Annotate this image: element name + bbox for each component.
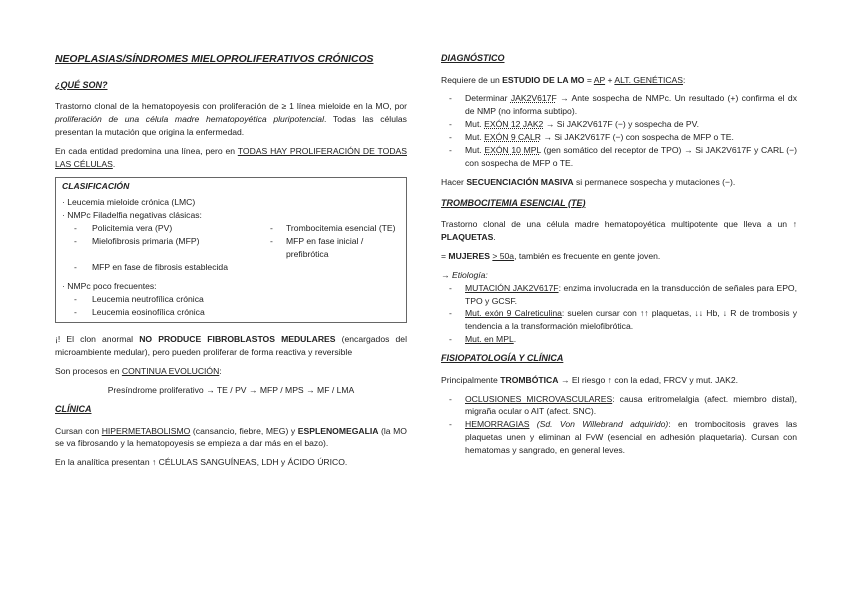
diag-item-exon12: - Mut. EXÓN 12 JAK2 → Si JAK2V617F (−) y sospecha de PV. xyxy=(441,118,797,131)
secuenciacion-paragraph: Hacer SECUENCIACIÓN MASIVA si permanece sospecha y mutaciones (−). xyxy=(441,176,736,187)
diag-item-exon10: - Mut. EXÓN 10 MPL (gen somático del receptor de TPO) → Si JAK2V617F y CARL (−) con sospecha de MFP o TE. xyxy=(441,144,797,170)
mujeres-paragraph: = MUJERES > 50a, también es frecuente en gente joven. xyxy=(441,250,661,261)
clon-paragraph: ¡! El clon anormal NO PRODUCE FIBROBLASTOS MEDULARES (encargados del microambiente medular), pero pueden proliferar de forma reactiva y reversible xyxy=(55,334,407,358)
clasif-eosino: - Leucemia eosinofílica crónica xyxy=(62,306,400,319)
right-column xyxy=(441,52,797,457)
evolucion-paragraph: Son procesos en CONTINUA EVOLUCIÓN: xyxy=(55,366,222,377)
intro-paragraph: Trastorno clonal de la hematopoyesis con proliferación de ≥ 1 línea mieloide en la MO, por proliferación de una célula madre hematopoyética pluripotencial. Todas las células presentan la mutación que origina la enfermedad. xyxy=(55,101,407,137)
clasif-te: - Trombocitemia esencial (TE) xyxy=(262,222,400,235)
fisio-item-hemorragias: - HEMORRAGIAS (Sd. Von Willebrand adquirido): en trombocitosis graves las plaquetas unen y eliminan al FvW (esencial en adhesión plaquetaria). Cursan con hematomas y sangrado, en general leves. xyxy=(441,418,797,457)
diag-item-jak2: - Determinar JAK2V617F → Ante sospecha de NMPc. Un resultado (+) confirma el dx de NMP (no informa subtipo). xyxy=(441,92,797,118)
clasificacion-box xyxy=(55,177,407,324)
analitica-paragraph: En la analítica presentan ↑ CÉLULAS SANGUÍNEAS, LDH y ÁCIDO ÚRICO. xyxy=(55,457,348,468)
fisiopatologia-heading: FISIOPATOLOGÍA Y CLÍNICA xyxy=(441,353,564,364)
que-son-heading: ¿QUÉ SON? xyxy=(55,79,108,90)
etiologia-item-jak2: - MUTACIÓN JAK2V617F: enzima involucrada en la transducción de señales para EPO, TPO y GCSF. xyxy=(441,282,797,308)
clasif-mfp-pre: - MFP en fase inicial / prefibrótica xyxy=(262,235,400,261)
left-column xyxy=(55,52,407,469)
etiologia-item-calr: - Mut. exón 9 Calreticulina: suelen cursar con ↑↑ plaquetas, ↓↓ Hb, ↓ R de trombosis y tendencia a la transformación mielofibrótica. xyxy=(441,307,797,333)
etiologia-item-mpl: - Mut. en MPL. xyxy=(441,333,797,346)
clasif-pv: - Policitemia vera (PV) xyxy=(62,222,262,235)
clasif-neutro: - Leucemia neutrofílica crónica xyxy=(62,293,400,306)
diag-item-exon9: - Mut. EXÓN 9 CALR → Si JAK2V617F (−) con sospecha de MFP o TE. xyxy=(441,131,797,144)
page-title: NEOPLASIAS/SÍNDROMES MIELOPROLIFERATIVOS CRÓNICOS xyxy=(55,54,374,65)
clasif-row-1 xyxy=(62,222,400,235)
clasif-lmc: · Leucemia mieloide crónica (LMC) xyxy=(62,197,196,208)
etiologia-label: → Etiología: xyxy=(441,269,488,280)
clinica-heading: CLÍNICA xyxy=(55,404,92,415)
te-paragraph: Trastorno clonal de una célula madre hematopoyética multipotente que lleva a un ↑ PLAQUETAS. xyxy=(441,219,797,243)
clasif-poco: · NMPc poco frecuentes: xyxy=(62,280,157,291)
clasificacion-title: CLASIFICACIÓN xyxy=(62,180,130,191)
clasif-mfp: - Mielofibrosis primaria (MFP) xyxy=(62,235,262,261)
linea-paragraph: En cada entidad predomina una línea, pero en TODAS HAY PROLIFERACIÓN DE TODAS LAS CÉLULAS. xyxy=(55,145,407,169)
diagnostico-heading: DIAGNÓSTICO xyxy=(441,53,505,63)
requiere-paragraph: Requiere de un ESTUDIO DE LA MO = AP + ALT. GENÉTICAS: xyxy=(441,74,686,85)
clasif-mfp-fib: - MFP en fase de fibrosis establecida xyxy=(62,261,400,274)
principalmente-paragraph: Principalmente TROMBÓTICA → El riesgo ↑ con la edad, FRCV y mut. JAK2. xyxy=(441,374,739,385)
cursan-paragraph: Cursan con HIPERMETABOLISMO (cansancio, fiebre, MEG) y ESPLENOMEGALIA (la MO se va fibrosando y la hematopoyesis se empieza a dar más en el bazo). xyxy=(55,425,407,449)
evolucion-line: Presíndrome proliferativo → TE / PV → MFP / MPS → MF / LMA xyxy=(107,385,355,396)
fisio-item-oclusiones: - OCLUSIONES MICROVASCULARES: causa eritromelalgia (afect. miembro distal), migraña ocular o AIT (afect. SNC). xyxy=(441,393,797,419)
clasif-row-2 xyxy=(62,235,400,261)
clasif-filadelfia: · NMPc Filadelfia negativas clásicas: xyxy=(62,210,202,221)
te-heading: TROMBOCITEMIA ESENCIAL (TE) xyxy=(441,197,586,208)
